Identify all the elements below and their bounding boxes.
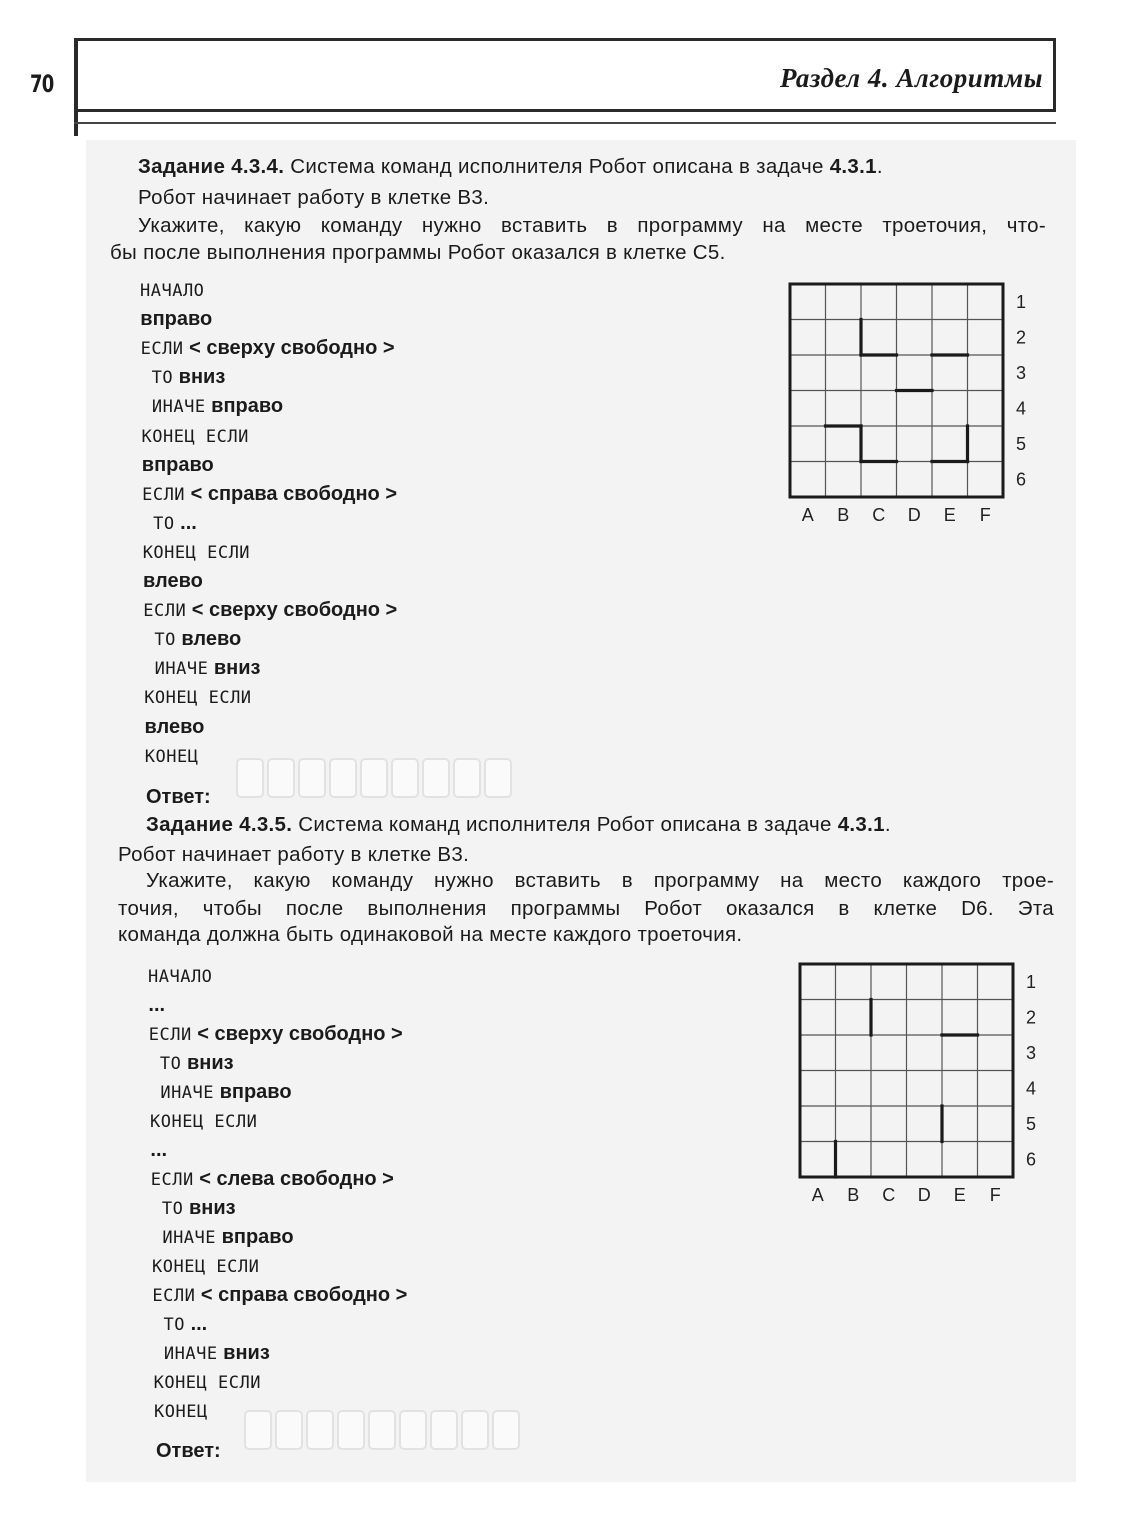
answer-box[interactable] <box>306 1410 334 1450</box>
task2-ref: 4.3.1 <box>837 813 885 836</box>
task2-code-command: ... <box>148 994 166 1016</box>
task2-code-keyword: ИНАЧЕ <box>149 1083 215 1103</box>
answer-box[interactable] <box>422 758 450 798</box>
task1-code-keyword: НАЧАЛО <box>140 281 205 301</box>
task2-code-line <box>150 1136 167 1164</box>
task2-code-command: ... <box>185 1313 208 1335</box>
grid-column-label: E <box>953 1185 966 1205</box>
answer-box[interactable] <box>329 758 357 798</box>
answer-box[interactable] <box>267 758 295 798</box>
task1-code-line <box>141 363 225 392</box>
task1-code-line <box>142 451 214 479</box>
task1-code-line <box>144 625 242 654</box>
task1-code-line <box>143 538 250 567</box>
grid-column-label: B <box>847 1185 860 1205</box>
grid-row-label: 5 <box>1015 433 1027 454</box>
task2-code-keyword: КОНЕЦ ЕСЛИ <box>152 1257 260 1277</box>
grid-row-label: 3 <box>1015 362 1027 383</box>
task2-grid <box>800 964 1060 1204</box>
answer-box[interactable] <box>430 1410 458 1450</box>
task2-start-cell: Робот начинает работу в клетке В3. <box>118 843 470 866</box>
task1-code-line <box>142 509 196 538</box>
task1-heading-text: Система команд исполнителя Робот описана в задаче <box>284 155 830 178</box>
task1-code-keyword: ИНАЧЕ <box>141 397 206 418</box>
task1-code-keyword: ИНАЧЕ <box>143 659 209 680</box>
task2-code-command: ... <box>150 1139 168 1161</box>
section-header <box>74 38 1056 112</box>
answer-box[interactable] <box>399 1410 427 1450</box>
task2-code-line <box>148 962 212 991</box>
task2-code-command: вниз <box>183 1197 236 1219</box>
task1-heading-end: . <box>876 155 883 178</box>
task1-code-line <box>142 422 249 451</box>
grid-column-label: A <box>801 505 814 525</box>
task2-code-command: вниз <box>217 1342 270 1364</box>
task2-code-keyword: ЕСЛИ <box>148 1025 192 1045</box>
task1-code-line <box>141 334 395 363</box>
grid-row-label: 3 <box>1025 1042 1037 1063</box>
grid-column-label: F <box>979 505 991 525</box>
answer-box[interactable] <box>368 1410 396 1450</box>
task1-code-command: вправо <box>205 395 284 418</box>
task2-code-keyword: ИНАЧЕ <box>153 1344 218 1364</box>
task1-code-keyword: ТО <box>142 513 175 534</box>
task2-code-command: < слева свободно > <box>193 1168 394 1190</box>
answer-box[interactable] <box>244 1410 272 1450</box>
task2-code-line <box>149 1020 403 1049</box>
task2-number: Задание 4.3.5. <box>146 813 293 836</box>
task2-code-line <box>151 1194 235 1223</box>
section-title: Раздел 4. Алгоритмы <box>779 63 1043 93</box>
grid-row-label: 2 <box>1025 1007 1037 1028</box>
task1-grid <box>790 284 1050 524</box>
task1-code-keyword: КОНЕЦ ЕСЛИ <box>142 542 251 563</box>
task2-code-keyword: ЕСЛИ <box>150 1170 194 1190</box>
task1-code-command: < сверху свободно > <box>183 337 395 360</box>
task2-instruction-line2: точия, чтобы после выполнения программы Робот оказался в клетке D6. Эта <box>118 897 1054 920</box>
task2-instruction-line1: Укажите, какую команду нужно вставить в программу на место каждого трое- <box>146 869 1054 892</box>
task1-instruction-line1: Укажите, какую команду нужно вставить в программу на месте троеточия, что- <box>138 214 1046 237</box>
answer-box[interactable] <box>391 758 419 798</box>
task2-code-keyword: ТО <box>149 1054 182 1074</box>
task1-answer-boxes[interactable] <box>236 758 512 798</box>
task2-code-line <box>154 1397 208 1426</box>
answer-box[interactable] <box>461 1410 489 1450</box>
task1-code-keyword: КОНЕЦ ЕСЛИ <box>144 688 252 709</box>
task2-code-keyword: ТО <box>152 1315 186 1335</box>
grid-row-label: 6 <box>1015 469 1027 490</box>
grid-column-label: F <box>989 1185 1001 1205</box>
header-rule <box>74 122 1056 124</box>
task1-code-command: ... <box>174 511 197 534</box>
grid-column-label: D <box>907 505 921 525</box>
task2-code-command: вправо <box>214 1081 292 1103</box>
grid-row-label: 4 <box>1025 1078 1037 1099</box>
answer-box[interactable] <box>492 1410 520 1450</box>
task1-instruction-line2: бы после выполнения программы Робот оказался в клетке С5. <box>110 241 726 264</box>
task2-code-keyword: ЕСЛИ <box>152 1286 196 1306</box>
answer-box[interactable] <box>453 758 481 798</box>
task1-code-command: влево <box>143 570 203 592</box>
header-rule-stub <box>74 112 78 136</box>
grid-column-label: B <box>837 505 850 525</box>
task1-code-command: вправо <box>140 308 213 331</box>
task1-code-keyword: ЕСЛИ <box>142 484 186 505</box>
task1-code-line <box>141 392 283 421</box>
task1-code-line <box>143 596 397 625</box>
task1-heading <box>138 152 1046 181</box>
task1-code-line <box>143 567 203 595</box>
task2-code-line <box>152 1252 259 1281</box>
task2-code-keyword: КОНЕЦ <box>154 1402 208 1422</box>
task2-code-command: вправо <box>216 1226 294 1248</box>
task2-code-line <box>150 1078 292 1107</box>
answer-box[interactable] <box>337 1410 365 1450</box>
task2-code-keyword: КОНЕЦ ЕСЛИ <box>153 1373 261 1393</box>
task1-code-keyword: ЕСЛИ <box>140 339 184 360</box>
task1-code-command: вправо <box>141 453 214 476</box>
task2-code-command: < сверху свободно > <box>191 1023 403 1045</box>
task1-code-command: влево <box>144 715 205 738</box>
task2-code-line <box>151 1165 394 1194</box>
task1-ref: 4.3.1 <box>829 155 877 178</box>
answer-box[interactable] <box>360 758 388 798</box>
task2-code-command: < справа свободно > <box>195 1284 408 1306</box>
grid-row-label: 1 <box>1025 971 1037 992</box>
task2-code-line <box>149 1049 233 1078</box>
task1-code-keyword: ЕСЛИ <box>143 601 187 622</box>
task1-code-keyword: КОНЕЦ ЕСЛИ <box>141 426 249 447</box>
task2-code-keyword: ТО <box>151 1199 184 1219</box>
page-number: 70 <box>30 70 54 98</box>
task2-code-command: вниз <box>181 1052 234 1074</box>
task1-code-command: < сверху свободно > <box>186 599 398 622</box>
grid-column-label: C <box>872 505 886 525</box>
task1-code-line <box>145 742 199 771</box>
task2-heading <box>146 810 1054 839</box>
task2-heading-end: . <box>884 813 891 836</box>
grid-column-label: D <box>917 1185 931 1205</box>
answer-box[interactable] <box>275 1410 303 1450</box>
grid-row-label: 5 <box>1025 1113 1037 1134</box>
grid-row-label: 1 <box>1015 291 1027 312</box>
task2-code-keyword: КОНЕЦ ЕСЛИ <box>150 1112 258 1132</box>
task2-code-line <box>148 991 165 1019</box>
task2-code-line <box>152 1223 294 1252</box>
grid-row-label: 2 <box>1015 327 1027 348</box>
grid-column-label: C <box>882 1185 896 1205</box>
task2-instruction-line3: команда должна быть одинаковой на месте каждого троеточия. <box>118 923 743 946</box>
task1-answer-label: Ответ: <box>146 786 211 808</box>
grid-row-label: 6 <box>1025 1149 1037 1170</box>
task1-start-cell: Робот начинает работу в клетке В3. <box>138 186 490 209</box>
task2-code-keyword: ИНАЧЕ <box>151 1228 217 1248</box>
grid-column-label: A <box>811 1185 824 1205</box>
task1-code-line <box>144 683 251 712</box>
task2-code-line <box>154 1368 261 1397</box>
task1-number: Задание 4.3.4. <box>138 155 285 178</box>
grid-row-label: 4 <box>1015 398 1027 419</box>
task1-code-line <box>142 480 397 509</box>
task2-code-line <box>152 1281 407 1310</box>
task2-code-line <box>153 1339 270 1368</box>
task2-answer-label: Ответ: <box>156 1440 221 1462</box>
answer-box[interactable] <box>484 758 512 798</box>
task1-code-line <box>145 713 205 741</box>
task1-code-command: влево <box>175 628 242 651</box>
task2-code-line <box>150 1107 257 1136</box>
task2-answer-boxes[interactable] <box>244 1410 520 1450</box>
task1-code-keyword: ТО <box>140 368 174 389</box>
task1-code-line <box>144 654 261 683</box>
task2-heading-text: Система команд исполнителя Робот описана в задаче <box>292 813 838 836</box>
answer-box[interactable] <box>236 758 264 798</box>
task2-code-keyword: НАЧАЛО <box>148 967 213 987</box>
task1-code-line <box>140 276 204 305</box>
task1-code-keyword: КОНЕЦ <box>144 746 199 767</box>
task1-code-command: вниз <box>208 657 261 680</box>
task1-code-keyword: ТО <box>143 630 176 651</box>
task1-code-command: вниз <box>173 366 226 389</box>
task2-code-line <box>153 1310 207 1339</box>
grid-column-label: E <box>943 505 956 525</box>
task1-code-command: < справа свободно > <box>185 482 397 505</box>
answer-box[interactable] <box>298 758 326 798</box>
task1-code-line <box>140 305 212 333</box>
